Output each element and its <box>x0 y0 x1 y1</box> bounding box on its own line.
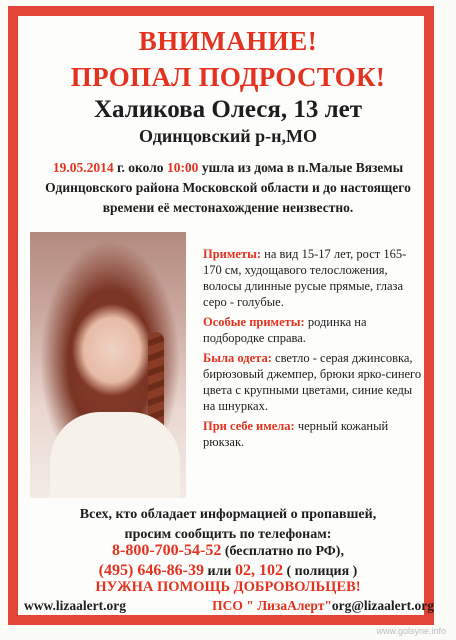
details-signs <box>203 246 425 310</box>
hotline-number[interactable]: 8-800-700-54-52 <box>112 542 222 559</box>
details-belongings <box>203 418 425 450</box>
belongings-label: При себе имела: <box>203 419 295 433</box>
appeal-text <box>0 505 456 545</box>
person-photo <box>30 232 186 498</box>
disappearance-date: 19.05.2014 <box>52 160 114 175</box>
person-region: Одинцовский р-н,МО <box>139 126 317 146</box>
intro-text-part1: г. около <box>113 160 167 175</box>
details-clothes <box>203 350 425 414</box>
belongings-text: черный кожаный рюкзак. <box>203 419 389 449</box>
appeal-line-2: просим сообщить по телефонам: <box>124 527 332 542</box>
person-details <box>203 246 425 454</box>
clothes-label: Была одета: <box>203 351 272 365</box>
disappearance-description <box>30 158 426 218</box>
poster-footer <box>24 598 434 614</box>
person-name: Халикова Олеся, 13 лет <box>93 96 363 123</box>
phone-number[interactable]: (495) 646-86-39 <box>98 562 204 579</box>
appeal-line-1: Всех, кто обладает информацией о пропавшей, <box>79 507 377 522</box>
email-link[interactable]: org@lizaalert.org <box>331 598 434 613</box>
phone-line-2 <box>0 562 456 580</box>
watermark: www.golsyne.info <box>376 626 446 636</box>
intro-text-part2: ушла из дома в п.Малые Вяземы Одинцовского района Московской области и до настоящего времени её местонахождение неизвестно. <box>45 160 411 215</box>
phone-or: или <box>203 564 235 579</box>
website-link[interactable]: www.lizaalert.org <box>24 598 126 613</box>
poster-title-attention: ВНИМАНИЕ! <box>138 26 318 56</box>
org-name: ПСО " ЛизаАлерт" <box>212 598 332 613</box>
phone-line-1 <box>0 542 456 560</box>
police-number[interactable]: 02, 102 <box>234 562 283 579</box>
photo-shirt <box>50 412 180 498</box>
special-signs-text: родинка на подбородке справа. <box>203 315 367 345</box>
volunteers-call: НУЖНА ПОМОЩЬ ДОБРОВОЛЬЦЕВ! <box>95 579 361 595</box>
hotline-note: (бесплатно по РФ), <box>221 544 344 559</box>
poster-title-missing: ПРОПАЛ ПОДРОСТОК! <box>70 62 386 92</box>
special-signs-label: Особые приметы: <box>203 315 305 329</box>
signs-text: на вид 15-17 лет, рост 165-170 см, худощавого телосложения, волосы длинные русые прямые, глаза серо - голубые. <box>203 247 407 309</box>
details-special <box>203 314 425 346</box>
police-note: ( полиция ) <box>282 564 358 579</box>
signs-label: Приметы: <box>203 247 262 261</box>
disappearance-time: 10:00 <box>166 160 199 175</box>
clothes-text: светло - серая джинсовка, бирюзовый джемпер, брюки ярко-синего цвета с крупными цветами, синие кеды на шнурках. <box>203 351 422 413</box>
